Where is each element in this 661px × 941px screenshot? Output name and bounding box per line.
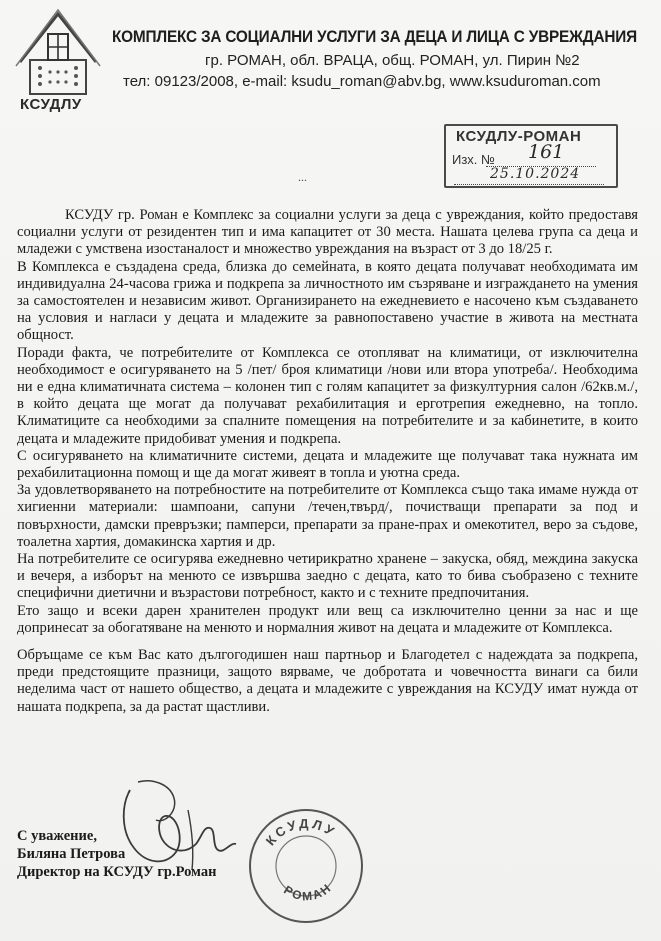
paragraph-rehabilitation: С осигуряването на климатичните системи, децата и младежите ще получават така нужната им рехабилитационна помощ и ще да могат живеят в топла и уютна среда. xyxy=(17,447,638,482)
registration-stamp xyxy=(444,124,618,188)
outgoing-number-label: Изх. № xyxy=(452,152,495,167)
paragraph-hygiene: За удовлетворяването на потребностите на потребителите от Комплекса също така имаме нужда от хигиенни материали: шампоани, сапуни /течен,твърд/, почистващи препарати за под и повърхности, дамски превръзки; памперси, препарати за пране-прах и омекотител, веро за съдове, тоалетна хартия, домакинска хартия и др. xyxy=(17,482,638,550)
separator-dots: ... xyxy=(298,170,307,184)
outgoing-date-value: 25.10.2024 xyxy=(490,166,581,182)
paragraph-appeal: Обръщаме се към Вас като дългогодишен наш партньор и Благодетел с надеждата за подкрепа, преди предстоящите празници, защото вярваме, че добротата и човечността винаги са били неделима част от нашето общество, а децата и младежите с увреждания на КСУДУ имат нужда от нашата подкрепа, за да растат щастливи. xyxy=(17,647,638,715)
closing-text: С уважение, xyxy=(17,828,97,844)
svg-text:РОМАН: РОМАН xyxy=(281,880,335,904)
paragraph-intro: КСУДУ гр. Роман е Комплекс за социални услуги за деца с увреждания, който предоставя социални услуги от резидентен тип и има капацитет от 30 места. Нашата целева група са деца и младежи с умствена изостаналост и множество увреждания на възраст от 3 до 18/25 г. xyxy=(17,207,638,258)
paragraph-environment: В Комплекса е създадена среда, близка до семейната, в която децата получават необходимата им индивидуална 24-часова грижа и подкрепа за личностното им съзряване и изграждането на умения за самостоятелен и независим живот. Организирането на ежедневието е насочено към създаването на условия и нагласи у децата и младежите за равнопоставено участие в живота на местната общност. xyxy=(17,258,638,344)
signature-block xyxy=(17,827,216,881)
signer-title: Директор на КСУДУ гр.Роман xyxy=(17,864,217,880)
organization-name: КОМПЛЕКС ЗА СОЦИАЛНИ УСЛУГИ ЗА ДЕЦА И ЛИЦА С УВРЕЖДАНИЯ xyxy=(112,28,637,46)
logo-text: КСУДЛУ xyxy=(20,96,82,113)
outgoing-date-line xyxy=(454,184,604,185)
round-seal-icon xyxy=(246,806,366,926)
outgoing-number-value: 161 xyxy=(528,141,565,163)
paragraph-air-conditioners: Поради факта, че потребителите от Комплекса се отопляват на климатици, от изключителна необходимост е осигуряването на 5 /пет/ броя климатици /нови или втора употреба/. Необходима ни е една климатичната система – колонен тип с голям капацитет за физкултурния салон /62кв.м./, в който децата ще могат да получават рехабилитация и ерготрепия ежедневно, на топло. Климатиците са необходими за спалните помещения на потребителите и за кабинетите, в които децата и младежите придобиват умения и подкрепа. xyxy=(17,344,638,447)
svg-text:КСУДЛУ: КСУДЛУ xyxy=(262,815,340,849)
letter-body xyxy=(17,207,638,716)
organization-contacts: тел: 09123/2008, e-mail: ksudu_roman@abv.bg, www.ksuduroman.com xyxy=(123,73,601,90)
signer-name: Биляна Петрова xyxy=(17,846,126,862)
paragraph-donations: Ето защо и всеки дарен хранителен продукт или вещ са изключително ценни за нас и ще допринесат за обогатяване на менюто и нормалния живот на децата и младежите от Комплекса. xyxy=(17,602,638,636)
paragraph-meals: На потребителите се осигурява ежедневно четирикратно хранене – закуска, обяд, междина закуска и вечеря, а изборът на менюто се извършва заедно с децата, като то бива съобразено с техните специфични диетични и възрастови потребност, както и с техните предпочитания. xyxy=(17,551,638,602)
organization-address: гр. РОМАН, обл. ВРАЦА, общ. РОМАН, ул. Пирин №2 xyxy=(205,52,580,69)
registration-stamp-title: КСУДЛУ-РОМАН xyxy=(456,128,582,145)
